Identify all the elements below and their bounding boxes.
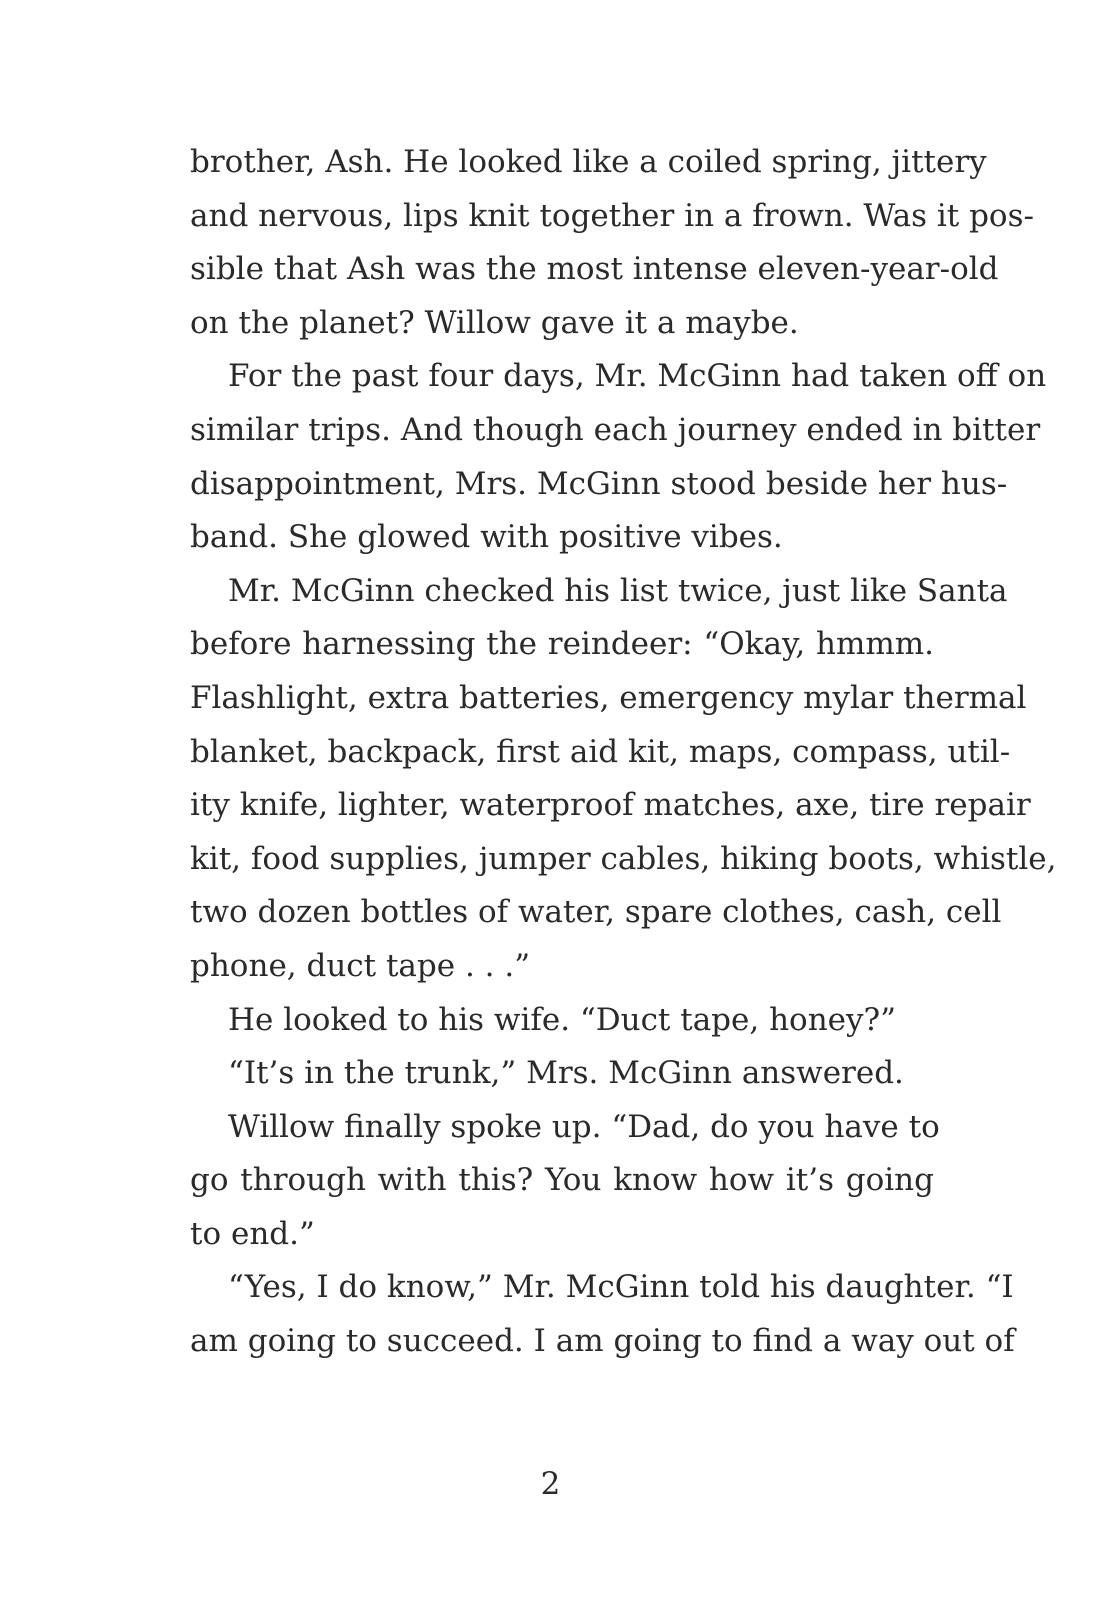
- text-line: Willow finally spoke up. “Dad, do you have to: [228, 1108, 940, 1145]
- text-line: ity knife, lighter, waterproof matches, axe, tire repair: [190, 787, 1031, 824]
- text-line: Mr. McGinn checked his list twice, just like Santa: [228, 572, 1008, 609]
- text-line: disappointment, Mrs. McGinn stood beside her hus-: [190, 465, 1008, 502]
- text-line: and nervous, lips knit together in a frown. Was it pos-: [190, 197, 1034, 234]
- text-line: blanket, backpack, first aid kit, maps, compass, util-: [190, 733, 1011, 770]
- text-line: to end.”: [190, 1215, 315, 1252]
- text-line: “It’s in the trunk,” Mrs. McGinn answered.: [228, 1055, 904, 1092]
- text-line: two dozen bottles of water, spare clothes, cash, cell: [190, 894, 1002, 931]
- text-line: am going to succeed. I am going to find a way out of: [190, 1323, 1015, 1360]
- text-line: sible that Ash was the most intense eleven-year-old: [190, 251, 999, 288]
- text-line: on the planet? Willow gave it a maybe.: [190, 304, 799, 341]
- page-number: 2: [540, 1466, 561, 1502]
- text-line: band. She glowed with positive vibes.: [190, 519, 783, 556]
- body-text: [190, 136, 1057, 1369]
- text-line: brother, Ash. He looked like a coiled spring, jittery: [190, 144, 987, 180]
- text-line: kit, food supplies, jumper cables, hiking boots, whistle,: [190, 840, 1057, 877]
- text-line: similar trips. And though each journey ended in bitter: [190, 411, 1041, 448]
- text-line: Flashlight, extra batteries, emergency mylar thermal: [190, 679, 1027, 716]
- text-line: He looked to his wife. “Duct tape, honey?”: [228, 1001, 896, 1038]
- text-line: For the past four days, Mr. McGinn had taken off on: [228, 358, 1047, 395]
- text-line: before harnessing the reindeer: “Okay, hmmm.: [190, 626, 934, 663]
- text-line: phone, duct tape . . .”: [190, 947, 531, 984]
- text-line: go through with this? You know how it’s going: [190, 1162, 934, 1199]
- text-line: “Yes, I do know,” Mr. McGinn told his daughter. “I: [228, 1269, 1014, 1306]
